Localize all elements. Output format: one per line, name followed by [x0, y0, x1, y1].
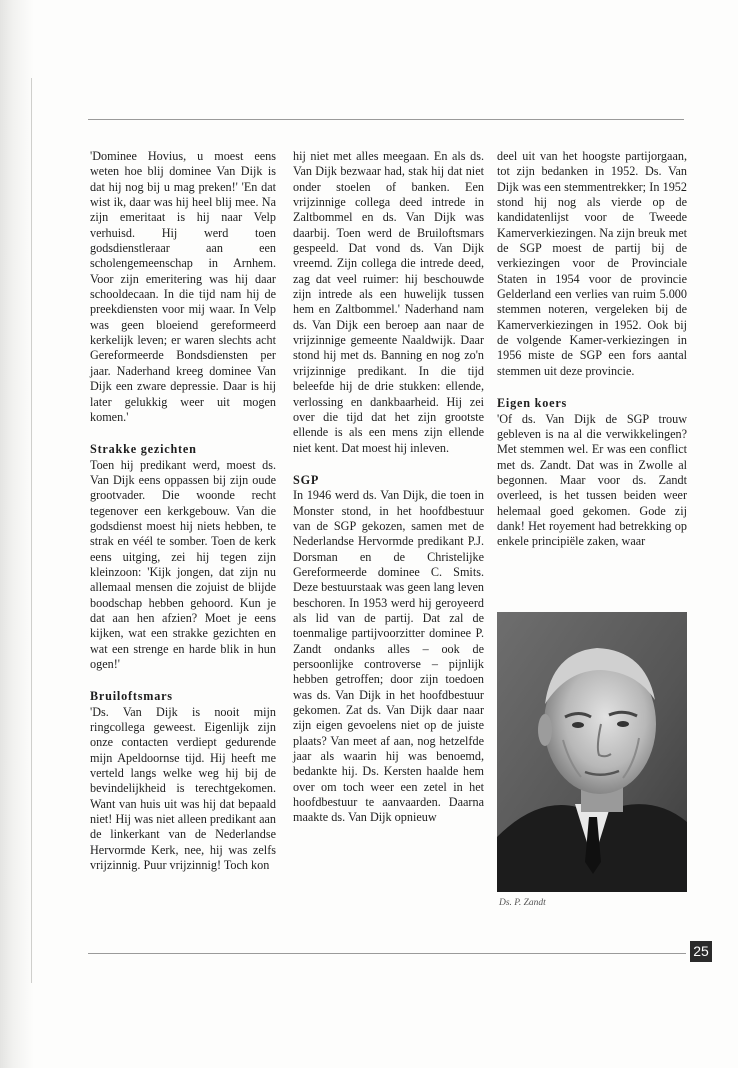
section-bruiloftsmars: [90, 689, 276, 873]
section-heading: Bruiloftsmars: [90, 689, 173, 704]
column-2: [293, 149, 484, 826]
paragraph: 'Dominee Hovius, u moest eens weten hoe blij dominee Van Dijk is dat hij nog bij u mag preken!' 'En dat wist ik, daar was hij heel blij mee. Na zijn emeritaat is hij naar Velp verhuisd. Hij werd toen godsdienstleraar aan een scholengemeenschap in Arnhem. Voor zijn emeritering was hij daar schooldecaan. In die tijd nam hij de preekdiensten voor mij waar. In Velp was geen bloeiend gereformeerd kerkelijk leven; er waren slechts acht Gereformeerde Bondsdiensten per jaar. Naderhand kreeg dominee Van Dijk een zware depressie. Daar is hij later gelukkig weer uit mogen komen.': [90, 149, 276, 424]
column-3: [497, 149, 687, 550]
photo-caption: Ds. P. Zandt: [499, 898, 546, 908]
paragraph: hij niet met alles meegaan. En als ds. Van Dijk bezwaar had, stak hij dat niet onder stoelen of banken. Een vrijzinnige collega deed intrede in Zaltbommel en ds. Van Dijk was daarbij. Toen werd de Bruiloftsmars gespeeld. Dat vond ds. Van Dijk vreemd. Zijn collega die intrede deed, zag dat veel ruimer: hij beschouwde zijn intrede als een huwelijk tussen hem en Zaltbommel.' Naderhand nam ds. Van Dijk een beroep aan naar de vrijzinnige gemeente Naaldwijk. Daar stond hij met ds. Banning en nog zo'n vrijzinnige predikant. In die tijd beleefde hij de drie stukken: ellende, verlossing en dankbaarheid. Hij zei over die tijd dat het zijn grootste ellende is als een mens zijn ellende niet kent. Dat moest hij inleven.: [293, 149, 484, 455]
bottom-rule: [88, 953, 686, 954]
paragraph: Toen hij predikant werd, moest ds. Van Dijk eens oppassen bij zijn oude grootvader. Die woonde recht tegenover een kerkgebouw. Van die godsdienst moest hij niets hebben, te strak en véél te somber. Toen de kerk eens uitging, zei hij tegen zijn kleinzoon: 'Kijk jongen, dat zijn nu allemaal mensen die zojuist de blijde boodschap hebben gehoord. Kun je dat aan hen afzien? Moet je eens kijken, wat een strakke gezichten en wat een strenge en harde blik in hun ogen!': [90, 457, 276, 671]
paragraph: In 1946 werd ds. Van Dijk, die toen in Monster stond, in het hoofdbestuur van de SGP gekozen, samen met de Nederlandse Hervormde predikant P.J. Dorsman en de Christelijke Gereformeerde dominee C. Smits. Deze bestuurstaak was geen lang leven beschoren. In 1953 werd hij geroyeerd als lid van de partij. Dat zal de toenmalige partijvoorzitter dominee P. Zandt ondanks alles – ook de persoonlijke controverse – pijnlijk hebben getroffen; door zijn toedoen was ds. Van Dijk in het hoofdbestuur gekomen. Zat ds. Van Dijk daar naar zijn eigen gevoelens niet op de juiste plaats? Van meet af aan, nog hetzelfde jaar als waarin hij was benoemd, bedankte hij. Ds. Kersten haalde hem over om toch weer een zetel in het hoofdbestuur te aanvaarden. Daarna maakte ds. Van Dijk opnieuw: [293, 488, 484, 825]
page-spine: [31, 78, 32, 983]
section-eigen-koers: [497, 396, 687, 549]
section-strakke-gezichten: [90, 442, 276, 672]
section-sgp: [293, 473, 484, 826]
column-1: [90, 149, 276, 873]
portrait-photo: [497, 612, 687, 892]
paragraph: 'Of ds. Van Dijk de SGP trouw gebleven is na al die verwikkelingen? Met stemmen wel. Er was een conflict met ds. Zandt. Dat was in Zwolle al begonnen. Maar voor ds. Zandt overleed, is het tussen beiden weer helemaal goed gekomen. Gode zij dank! Het royement had betrekking op enkele principiële zaken, waar: [497, 411, 687, 549]
page-number: 25: [690, 941, 712, 962]
paragraph: deel uit van het hoogste partijorgaan, tot zijn bedanken in 1952. Ds. Van Dijk was een stemmentrekker; In 1952 stond hij nog als vierde op de kandidatenlijst voor de Tweede Kamerverkiezingen. Na zijn breuk met de SGP moest de partij bij de verkiezingen voor de Provinciale Staten in 1954 voor de provincie Gelderland een verlies van ruim 5.000 stemmen noteren, vergeleken bij de Kamerverkiezingen in 1952. Ook bij de volgende Kamer-verkiezingen in 1956 miste de SGP een fors aantal stemmen uit deze provincie.: [497, 149, 687, 378]
top-rule: [88, 119, 684, 120]
paragraph: 'Ds. Van Dijk is nooit mijn ringcollega geweest. Eigenlijk zijn onze contacten verdiept gedurende mijn Apeldoornse tijd. Hij heeft me verteld langs welke weg hij bij de bevindelijkheid is terechtgekomen. Want van huis uit was hij dat bepaald niet! Hij was niet alleen predikant aan de linkerkant van de Nederlandse Hervormde Kerk, nee, hij was zelfs vrijzinnig. Puur vrijzinnig! Toch kon: [90, 704, 276, 873]
section-heading: Eigen koers: [497, 396, 568, 411]
section-heading: SGP: [293, 472, 320, 487]
section-heading: Strakke gezichten: [90, 442, 197, 457]
page-gutter-shadow: [0, 0, 34, 1068]
